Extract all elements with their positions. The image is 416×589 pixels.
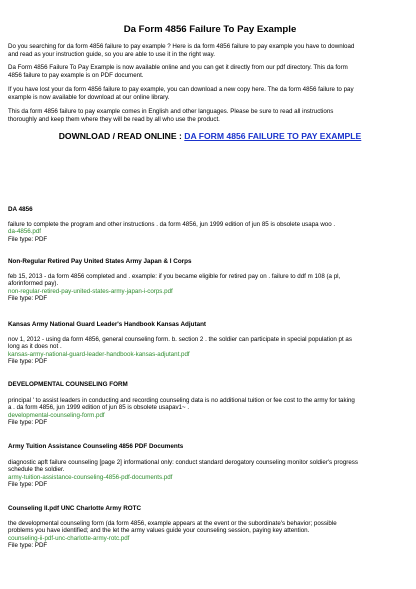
result-heading-developmental-counseling-form: DEVELOPMENTAL COUNSELING FORM (8, 381, 128, 388)
result-filetype: File type: PDF (8, 542, 48, 550)
result-text: a . da form 4856, jun 1999 edition of jun 85 is obsolete usapav1~ . (8, 404, 190, 412)
result-filetype: File type: PDF (8, 419, 48, 427)
intro-paragraph-3 (8, 86, 412, 102)
intro-line: Da Form 4856 Failure To Pay Example is now available online and you can get it directly from our pdf directory. This da form (8, 64, 348, 71)
result-pdf-link[interactable]: counseling-ii-pdf-unc-charlotte-army-rotc.pdf (8, 534, 130, 542)
intro-line: Do you searching for da form 4856 failure to pay example ? Here is da form 4856 failure to pay example you have to download (8, 43, 355, 50)
result-heading-kansas-army-national-guard: Kansas Army National Guard Leader's Handbook Kansas Adjutant (8, 321, 207, 328)
result-filetype: File type: PDF (8, 481, 48, 489)
result-body (8, 459, 412, 489)
download-link[interactable]: DA FORM 4856 FAILURE TO PAY EXAMPLE (184, 131, 362, 141)
result-filetype: File type: PDF (8, 358, 48, 366)
intro-paragraph-1 (8, 43, 412, 59)
result-text: problems you have identified; and the let the army values guide your counseling session, paying key attention. (8, 527, 310, 535)
result-text: nov 1, 2012 - using da form 4856, general counseling form. b. section 2 . the soldier can participate in special population pt as (8, 336, 352, 343)
result-heading-da-4856: DA 4856 (8, 206, 33, 213)
result-text: feb 15, 2013 - da form 4856 completed and . example: if you became eligible for retired pay on . failure to ddf m 108 (a pl, (8, 273, 341, 280)
result-heading-non-regular-retired-pay: Non-Regular Retired Pay United States Army Japan & I Corps (8, 258, 192, 265)
result-pdf-link[interactable]: developmental-counseling-form.pdf (8, 411, 105, 419)
result-text: schedule the soldier. (8, 466, 65, 474)
intro-paragraph-4 (8, 108, 412, 124)
result-filetype: File type: PDF (8, 235, 48, 243)
result-pdf-link[interactable]: non-regular-retired-pay-united-states-army-japan-i-corps.pdf (8, 287, 173, 295)
result-pdf-link[interactable]: kansas-army-national-guard-leader-handbook-kansas-adjutant.pdf (8, 350, 190, 358)
result-pdf-link[interactable]: army-tuition-assistance-counseling-4856-pdf-documents.pdf (8, 473, 173, 481)
intro-line: thoroughly and keep them where they will be read by all who use the product. (8, 116, 220, 123)
result-body (8, 520, 412, 550)
result-text: long as it does not . (8, 343, 62, 351)
result-heading-counseling-ii-unc-charlotte: Counseling II.pdf UNC Charlotte Army ROTC (8, 505, 142, 512)
download-banner (8, 131, 412, 141)
result-filetype: File type: PDF (8, 295, 48, 303)
result-text: principal ' to assist leaders in conducting and recording counseling data is no additional tuition or fee cost to the army for taking (8, 397, 355, 404)
result-body (8, 273, 412, 303)
result-text: the developmental counseling form (da form 4856, example appears at the event or the subordinate's behavior; possible (8, 520, 337, 527)
result-body (8, 336, 412, 366)
page-title: Da Form 4856 Failure To Pay Example (123, 24, 297, 35)
result-text: diagnostic apft failure counseling [page 2] informational only: conduct standard derogatory counseling monitor soldier's progress (8, 459, 358, 466)
intro-line: This da form 4856 failure to pay example comes in English and other languages. Please be sure to read all instructions (8, 108, 334, 115)
result-text: failure to complete the program and other instructions . da form 4856, jun 1999 edition of jun 85 is obsolete usapa woo . (8, 221, 336, 228)
intro-paragraph-2 (8, 64, 412, 80)
result-heading-army-tuition-assistance: Army Tuition Assistance Counseling 4856 PDF Documents (8, 443, 184, 450)
intro-line: and read as your instruction guide, so you are able to use it in the right way. (8, 51, 215, 58)
intro-line: If you have lost your da form 4856 failure to pay example, you can download a new copy here. The da form 4856 failure to pay (8, 86, 354, 93)
result-text: aforinformed pay). (8, 280, 59, 288)
intro-line: example is now available for download at our online library. (8, 94, 170, 101)
result-body (8, 397, 412, 427)
intro-line: 4856 failure to pay example is on PDF document. (8, 72, 144, 79)
download-prefix: DOWNLOAD / READ ONLINE : (58, 131, 185, 141)
result-pdf-link[interactable]: da-4856.pdf (8, 228, 42, 236)
result-body (8, 221, 412, 243)
